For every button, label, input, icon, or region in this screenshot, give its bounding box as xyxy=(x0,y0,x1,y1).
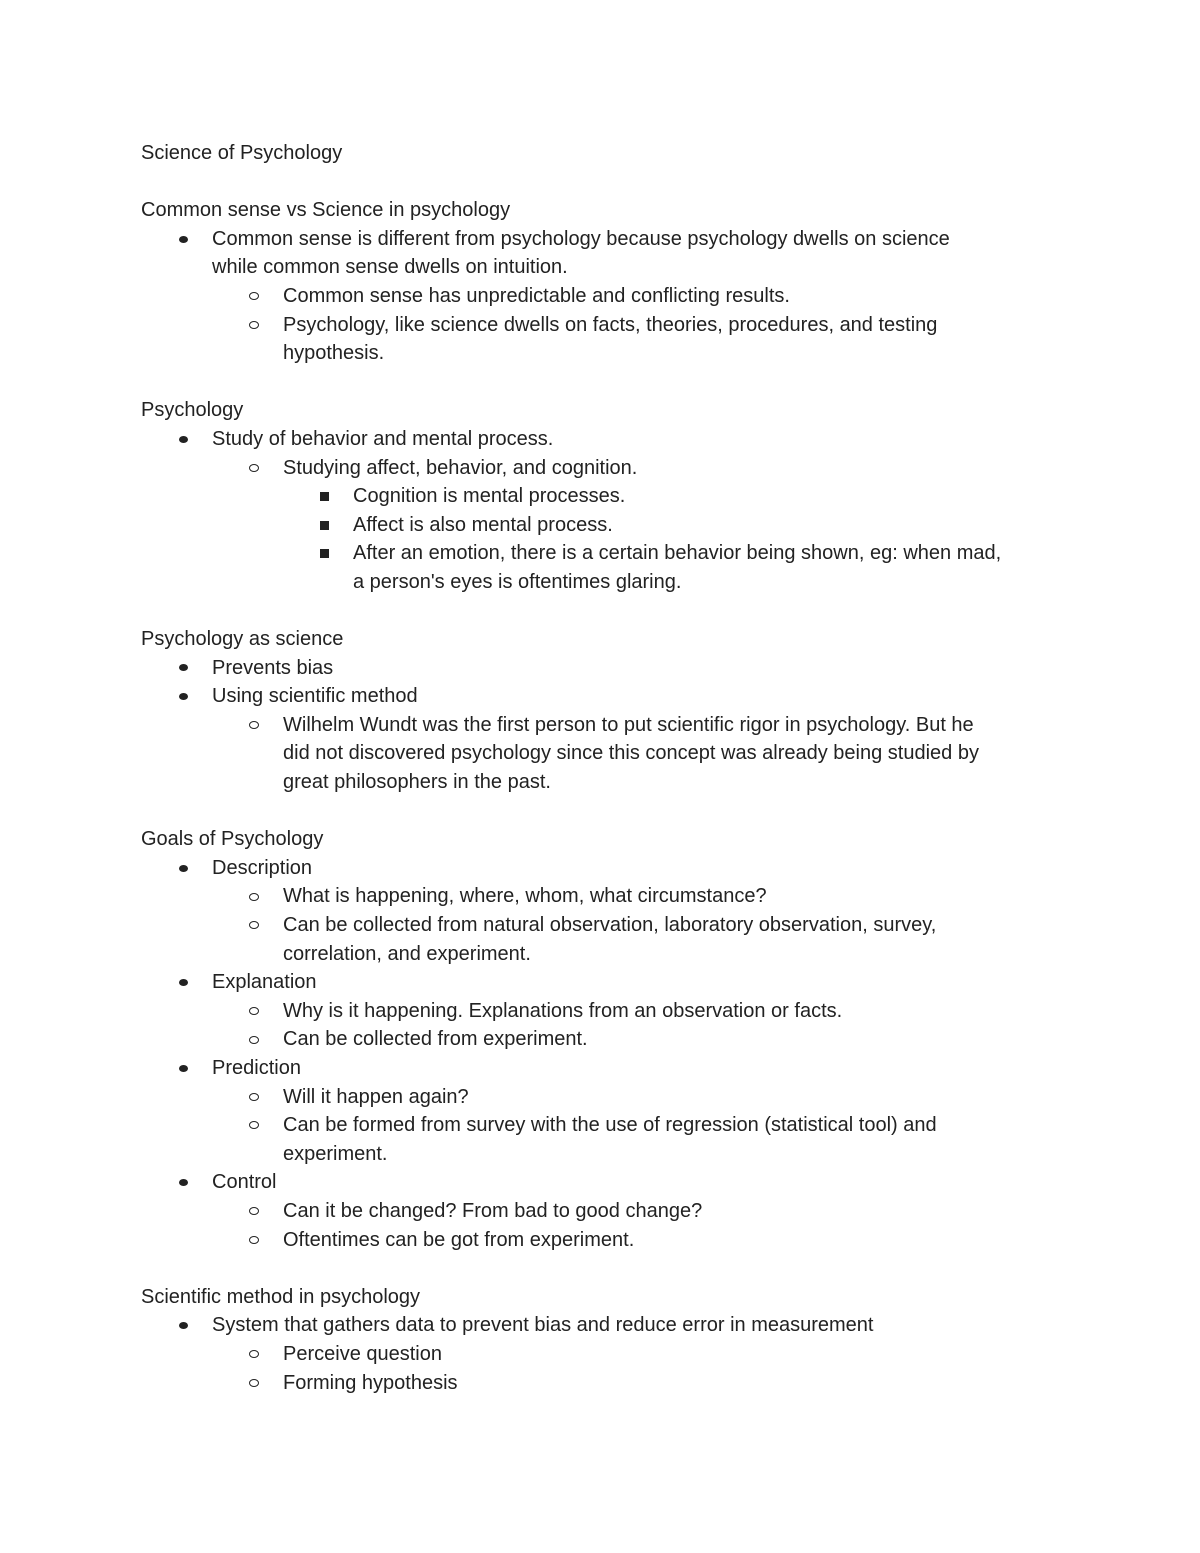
document-title: Science of Psychology xyxy=(141,142,343,164)
list-item-text: Prevents bias xyxy=(212,656,334,679)
list-item-text: Why is it happening. Explanations from an observation or facts. xyxy=(283,999,843,1022)
list-item-text: Cognition is mental processes. xyxy=(353,485,626,508)
circle-bullet-icon xyxy=(246,1369,262,1398)
list-item-text: experiment. xyxy=(283,1142,388,1165)
list-item xyxy=(141,311,1071,340)
circle-bullet-icon xyxy=(246,711,262,740)
list-item xyxy=(141,1168,1071,1197)
bullet-mark xyxy=(249,1121,259,1129)
circle-bullet-icon xyxy=(246,997,262,1026)
list-item-continuation xyxy=(141,1140,1071,1169)
blank-line xyxy=(141,797,1071,826)
bullet-mark xyxy=(249,893,259,901)
list-item xyxy=(141,539,1071,568)
bullet-mark xyxy=(179,1065,188,1072)
square-bullet-icon xyxy=(316,482,332,511)
list-item-continuation xyxy=(141,339,1071,368)
list-item-text: hypothesis. xyxy=(283,342,385,365)
bullet-mark xyxy=(179,865,188,872)
list-item-text: Can be collected from experiment. xyxy=(283,1028,588,1051)
disc-bullet-icon xyxy=(175,968,191,997)
list-item-text: Common sense is different from psychology because psychology dwells on science xyxy=(212,227,950,250)
bullet-mark xyxy=(249,1093,259,1101)
list-item-text: System that gathers data to prevent bias and reduce error in measurement xyxy=(212,1314,874,1337)
section-heading: Goals of Psychology xyxy=(141,828,324,851)
circle-bullet-icon xyxy=(246,882,262,911)
square-bullet-icon xyxy=(316,511,332,540)
bullet-mark xyxy=(249,1236,259,1244)
bullet-mark xyxy=(249,1379,259,1387)
circle-bullet-icon xyxy=(246,454,262,483)
bullet-mark xyxy=(249,1350,259,1358)
circle-bullet-icon xyxy=(246,1025,262,1054)
bullet-mark xyxy=(249,1036,259,1044)
list-item-text: Studying affect, behavior, and cognition. xyxy=(283,456,638,479)
bullet-mark xyxy=(249,921,259,929)
circle-bullet-icon xyxy=(246,1083,262,1112)
list-item-continuation xyxy=(141,253,1071,282)
bullet-mark xyxy=(179,979,188,986)
blank-line xyxy=(141,168,1071,197)
circle-bullet-icon xyxy=(246,1197,262,1226)
list-item-text: Perceive question xyxy=(283,1342,442,1365)
list-item-text: Using scientific method xyxy=(212,685,418,708)
list-item xyxy=(141,968,1071,997)
circle-bullet-icon xyxy=(246,1226,262,1255)
list-item xyxy=(141,882,1071,911)
bullet-mark xyxy=(179,1179,188,1186)
list-item-text: Description xyxy=(212,856,313,879)
list-item xyxy=(141,1369,1071,1398)
list-item xyxy=(141,1054,1071,1083)
bullet-mark xyxy=(320,492,329,501)
list-item-text: What is happening, where, whom, what circumstance? xyxy=(283,885,767,908)
circle-bullet-icon xyxy=(246,282,262,311)
list-item-text: Psychology, like science dwells on facts, theories, procedures, and testing xyxy=(283,313,938,336)
circle-bullet-icon xyxy=(246,311,262,340)
list-item-text: After an emotion, there is a certain behavior being shown, eg: when mad, xyxy=(353,542,1002,565)
blank-line xyxy=(141,597,1071,626)
bullet-mark xyxy=(249,292,259,300)
list-item xyxy=(141,225,1071,254)
disc-bullet-icon xyxy=(175,654,191,683)
list-item xyxy=(141,282,1071,311)
list-item-text: while common sense dwells on intuition. xyxy=(212,256,568,279)
bullet-mark xyxy=(179,1322,188,1329)
list-item-text: Explanation xyxy=(212,971,317,994)
disc-bullet-icon xyxy=(175,682,191,711)
list-item-text: Affect is also mental process. xyxy=(353,513,613,536)
section-heading: Psychology as science xyxy=(141,628,344,651)
list-item-text: great philosophers in the past. xyxy=(283,771,551,794)
list-item-text: Control xyxy=(212,1171,277,1194)
section-heading: Scientific method in psychology xyxy=(141,1285,421,1308)
list-item-text: Common sense has unpredictable and conflicting results. xyxy=(283,284,790,307)
section-heading: Psychology xyxy=(141,399,244,422)
bullet-mark xyxy=(249,321,259,329)
list-item-text: Prediction xyxy=(212,1057,301,1079)
list-item-text: did not discovered psychology since this concept was already being studied by xyxy=(283,742,979,765)
list-item-text: a person's eyes is oftentimes glaring. xyxy=(353,570,682,593)
list-item xyxy=(141,1111,1071,1140)
bullet-mark xyxy=(320,549,329,558)
list-item xyxy=(141,1226,1071,1255)
list-item-text: Study of behavior and mental process. xyxy=(212,427,554,450)
bullet-mark xyxy=(320,521,329,530)
list-item-text: Will it happen again? xyxy=(283,1085,469,1108)
list-item-text: Can be formed from survey with the use of regression (statistical tool) and xyxy=(283,1114,937,1137)
list-item xyxy=(141,1197,1071,1226)
square-bullet-icon xyxy=(316,539,332,568)
bullet-mark xyxy=(249,464,259,472)
blank-line xyxy=(141,1254,1071,1283)
list-item xyxy=(141,682,1071,711)
list-item xyxy=(141,711,1071,740)
list-item-text: Forming hypothesis xyxy=(283,1371,458,1394)
blank-line xyxy=(141,368,1071,397)
list-item xyxy=(141,1083,1071,1112)
bullet-mark xyxy=(249,1207,259,1215)
list-item xyxy=(141,454,1071,483)
list-item xyxy=(141,654,1071,683)
list-item-text: Can it be changed? From bad to good change? xyxy=(283,1199,703,1222)
bullet-mark xyxy=(249,1007,259,1015)
section-heading: Common sense vs Science in psychology xyxy=(141,199,511,222)
document-body xyxy=(141,139,1071,1397)
bullet-mark xyxy=(179,236,188,243)
bullet-mark xyxy=(179,664,188,671)
list-item xyxy=(141,1311,1071,1340)
list-item-continuation xyxy=(141,568,1071,597)
disc-bullet-icon xyxy=(175,225,191,254)
list-item-continuation xyxy=(141,940,1071,969)
list-item xyxy=(141,997,1071,1026)
list-item xyxy=(141,854,1071,883)
list-item-text: correlation, and experiment. xyxy=(283,942,531,965)
list-item-text: Oftentimes can be got from experiment. xyxy=(283,1228,635,1251)
disc-bullet-icon xyxy=(175,854,191,883)
disc-bullet-icon xyxy=(175,1054,191,1083)
disc-bullet-icon xyxy=(175,1311,191,1340)
list-item-continuation xyxy=(141,768,1071,797)
circle-bullet-icon xyxy=(246,911,262,940)
list-item xyxy=(141,482,1071,511)
list-item-text: Wilhelm Wundt was the first person to put scientific rigor in psychology. But he xyxy=(283,713,974,736)
list-item xyxy=(141,911,1071,940)
bullet-mark xyxy=(179,436,188,443)
bullet-mark xyxy=(179,693,188,700)
disc-bullet-icon xyxy=(175,425,191,454)
list-item xyxy=(141,425,1071,454)
bullet-mark xyxy=(249,721,259,729)
circle-bullet-icon xyxy=(246,1111,262,1140)
list-item xyxy=(141,511,1071,540)
circle-bullet-icon xyxy=(246,1340,262,1369)
disc-bullet-icon xyxy=(175,1168,191,1197)
list-item-continuation xyxy=(141,739,1071,768)
list-item xyxy=(141,1025,1071,1054)
list-item xyxy=(141,1340,1071,1369)
list-item-text: Can be collected from natural observation, laboratory observation, survey, xyxy=(283,914,937,937)
